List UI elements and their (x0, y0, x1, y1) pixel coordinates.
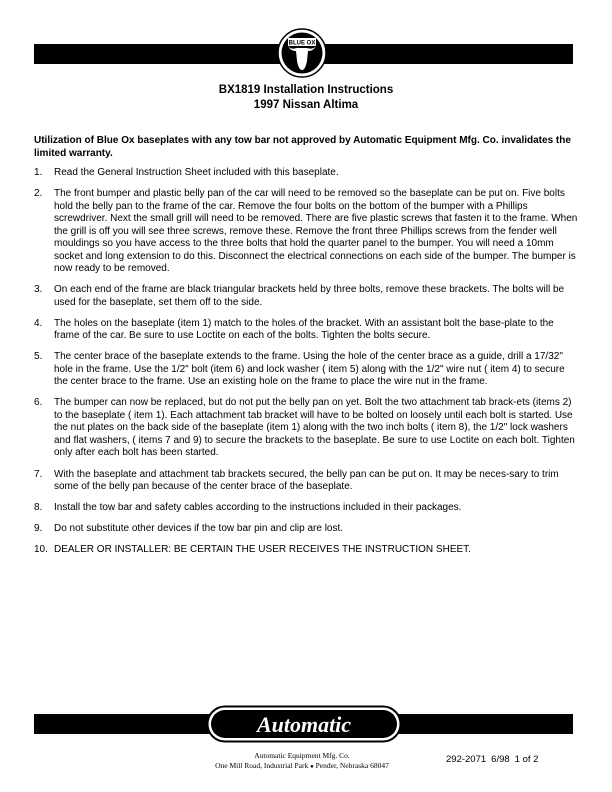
logo-label: BLUE OX (288, 40, 316, 47)
step-number: 7. (34, 468, 43, 480)
document-title: BX1819 Installation Instructions (218, 84, 394, 96)
list-item (34, 351, 579, 389)
blue-ox-logo (277, 27, 327, 79)
step-number: 9. (34, 523, 43, 535)
step-number: 2. (34, 188, 43, 200)
step-number: 3. (34, 284, 43, 296)
page-number: 1 of 2 (514, 754, 539, 765)
address-line (168, 761, 436, 773)
list-item (34, 318, 579, 343)
step-text: With the baseplate and attachment tab brackets secured, the belly pan can be put on. It may be neces-sary to trim some of the belly pan because of the center brace of the baseplate. (54, 468, 559, 493)
list-item (34, 284, 579, 309)
bullet-icon: ● (310, 763, 314, 770)
list-item (34, 167, 579, 180)
step-text: The front bumper and plastic belly pan of the car will need to be removed so the baseplate can be put on. Five bolts hold the belly pan to the frame of the car. Remove the four bolts on the bottom of the bumper with a Phillips screwdriver. Next the small grill will need to be removed. There are five plastic screws that fasten it to the frame. When the grill is off you will see three screws, remove these. Remove the front three Phillips screws from the fender well mouldings so you have access to the three bolts that hold the quarter panel to the bumper. You will need a 10mm socket and long extension to do this. Disconnect the electrical connections on each side of the bumper. The bumper is now ready to be removed. (54, 188, 578, 275)
step-text: Install the tow bar and safety cables according to the instructions included in their packages. (54, 502, 462, 514)
step-number: 5. (34, 351, 43, 363)
step-number: 4. (34, 317, 43, 329)
list-item (34, 523, 579, 536)
step-text: The center brace of the baseplate extends to the frame. Using the hole of the center brace as a guide, drill a 17/32" hole in the frame. Use the 1/2" bolt (item 6) and lock washer ( item 5) along with the 1/2" wire nut ( item 4) to secure the center brace to the frame. Use an existing hole on the frame to place the wire nut in the frame. (54, 351, 565, 388)
step-text: Read the General Instruction Sheet included with this baseplate. (54, 167, 339, 178)
list-item (34, 469, 579, 494)
list-item (34, 188, 579, 276)
logo-wordmark: Automatic (256, 712, 352, 737)
step-number: 6. (34, 397, 43, 409)
step-text: Do not substitute other devices if the tow bar pin and clip are lost. (54, 523, 344, 535)
automatic-logo (206, 705, 402, 743)
list-item (34, 397, 579, 460)
step-text: On each end of the frame are black triangular brackets held by three bolts, remove these brackets. The bolts will be used for the baseplate, set them off to the side. (54, 284, 565, 308)
address-city: Pender, Nebraska 68047 (315, 760, 389, 770)
step-number: 8. (34, 502, 43, 514)
company-name: Automatic Equipment Mfg. Co. (254, 751, 350, 760)
document-number (446, 754, 538, 765)
warranty-notice: Utilization of Blue Ox baseplates with any tow bar not approved by Automatic Equipment Mfg. Co. invalidates the limited warranty. (34, 135, 571, 159)
company-address (168, 751, 436, 772)
step-number: 10. (34, 544, 48, 556)
doc-date: 6/98 (491, 754, 510, 765)
step-text: DEALER OR INSTALLER: BE CERTAIN THE USER RECEIVES THE INSTRUCTION SHEET. (54, 544, 471, 556)
step-text: The holes on the baseplate (item 1) match to the holes of the bracket. With an assistant bolt the base-plate to the frame of the car. Be sure to use Loctite on each of the bolts. Tighten the bolts secure. (54, 317, 554, 342)
address-street: One Mill Road, Industrial Park (215, 760, 309, 770)
list-item (34, 544, 579, 557)
doc-number: 292-2071 (446, 754, 487, 765)
title-block (0, 83, 612, 112)
step-text: The bumper can now be replaced, but do not put the belly pan on yet. Bolt the two attachment tab brack-ets (items 2) to the baseplate ( item 1). Each attachment tab bracket will have to be bolted on loosely until each bolt is started. Use the nut plates on the back side of the baseplate (item 1) along with the two inch bolts ( item 8), the 1/2" lock washers and flat washers, ( items 7 and 9) to secure the brackets to the baseplate. Be sure to use Loctite on each bolt. Tighten only after each bolt has been started. (54, 397, 575, 459)
instruction-list (34, 167, 579, 565)
vehicle-subtitle: 1997 Nissan Altima (253, 98, 359, 111)
list-item (34, 502, 579, 515)
step-number: 1. (34, 167, 43, 178)
